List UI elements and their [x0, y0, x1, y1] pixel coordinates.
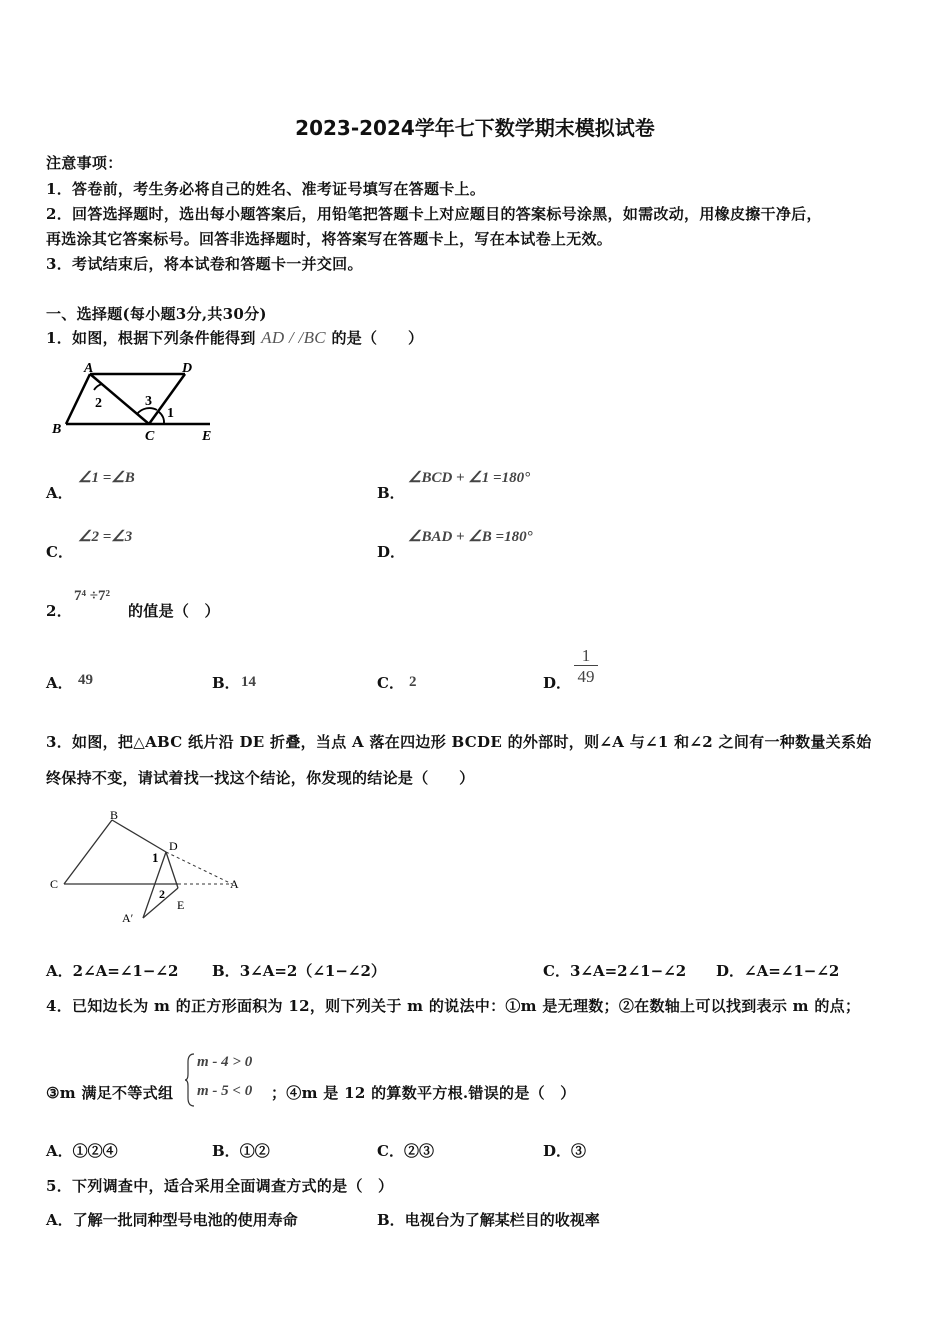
q3-angle-1: 1 [152, 850, 159, 865]
page-title: 2023-2024学年七下数学期末模拟试卷 [295, 116, 655, 140]
q3-option-d: D．∠A=∠1−∠2 [716, 962, 840, 980]
q1-option-c: ∠2 =∠3 [78, 529, 133, 545]
q4-inequality-1: m - 4 > 0 [197, 1054, 253, 1070]
q1-label-e: E [202, 429, 212, 444]
fraction-numerator: 1 [581, 646, 591, 665]
q2-option-c: 2 [409, 674, 417, 690]
q1-label-b: B [52, 422, 62, 437]
q4-option-a: A．①②④ [46, 1142, 118, 1160]
q2-number: 2． [46, 602, 73, 620]
q4-part-b: ；④m 是 12 的算数平方根.错误的是（ ） [271, 1084, 576, 1102]
q2-option-d-fraction [574, 646, 598, 687]
q1-option-b-label: B． [377, 484, 405, 502]
q3-option-b: B．3∠A=2（∠1−∠2） [212, 962, 386, 980]
q3-line-1: 3．如图，把△ABC 纸片沿 DE 折叠，当点 A 落在四边形 BCDE 的外部时，则∠A 与∠1 和∠2 之间有一种数量关系始 [46, 733, 872, 751]
q1-angle-3: 3 [145, 394, 152, 409]
q1-label-a: A [84, 361, 94, 376]
q3-label-b: B [110, 808, 119, 822]
brace-icon [184, 1052, 196, 1108]
note-item: 2．回答选择题时，选出每小题答案后，用铅笔把答题卡上对应题目的答案标号涂黑，如需改动，用橡皮擦干净后， [46, 205, 822, 223]
q4-option-c: C．②③ [377, 1142, 434, 1160]
q4-option-b: B．①② [212, 1142, 270, 1160]
note-item: 再选涂其它答案标号。回答非选择题时，将答案写在答题卡上，写在本试卷上无效。 [46, 230, 613, 248]
q3-option-c: C．3∠A=2∠1−∠2 [543, 962, 687, 980]
fraction-denominator: 49 [577, 667, 595, 686]
q3-label-a-prime: A′ [122, 911, 134, 925]
q3-line-2: 终保持不变，请试着找一找这个结论，你发现的结论是（ ） [46, 769, 475, 787]
q5-option-a: A．了解一批同种型号电池的使用寿命 [46, 1211, 298, 1229]
q1-option-b: ∠BCD + ∠1 =180° [408, 470, 531, 486]
q1-angle-1: 1 [167, 406, 174, 421]
q2-math: 7⁴ ÷7² [74, 588, 110, 604]
q3-label-c: C [50, 877, 59, 891]
question-1-stem [46, 327, 423, 348]
q1-stem-a: 1．如图，根据下列条件能得到 [46, 329, 256, 347]
q4-part-a: ③m 满足不等式组 [46, 1084, 174, 1102]
q1-option-c-label: C． [46, 543, 73, 561]
q2-option-d-label: D． [543, 674, 572, 692]
q1-stem-b: 的是（ ） [331, 329, 424, 347]
note-item: 3．考试结束后，将本试卷和答题卡一并交回。 [46, 255, 363, 273]
q3-angle-2: 2 [159, 887, 165, 901]
q1-figure [48, 358, 223, 448]
q4-inequality-2: m - 5 < 0 [197, 1083, 253, 1099]
q4-option-d: D．③ [543, 1142, 587, 1160]
q4-line-1: 4．已知边长为 m 的正方形面积为 12，则下列关于 m 的说法中：①m 是无理数；②在数轴上可以找到表示 m 的点； [46, 997, 861, 1015]
q5-stem: 5．下列调查中，适合采用全面调查方式的是（ ） [46, 1177, 394, 1195]
q5-option-b: B．电视台为了解某栏目的收视率 [377, 1211, 600, 1229]
note-item: 1．答卷前，考生务必将自己的姓名、准考证号填写在答题卡上。 [46, 180, 486, 198]
q2-stem: 的值是（ ） [128, 602, 220, 620]
q1-angle-2: 2 [95, 396, 102, 411]
q2-option-b: 14 [241, 674, 256, 690]
q3-label-d: D [169, 839, 178, 853]
q2-option-a-label: A． [46, 674, 73, 692]
q1-option-d: ∠BAD + ∠B =180° [408, 529, 533, 545]
q1-option-a: ∠1 =∠B [78, 470, 135, 486]
q2-option-b-label: B． [212, 674, 240, 692]
q3-option-a: A．2∠A=∠1−∠2 [46, 962, 179, 980]
q1-label-d: D [182, 361, 193, 376]
q3-label-e: E [177, 898, 185, 912]
q1-math: AD / /BC [261, 328, 326, 347]
q1-option-a-label: A． [46, 484, 73, 502]
q2-option-a: 49 [78, 672, 93, 688]
q1-option-d-label: D． [377, 543, 406, 561]
q3-label-a: A [230, 877, 239, 891]
q2-option-c-label: C． [377, 674, 404, 692]
section-heading: 一、选择题(每小题3分,共30分) [46, 305, 267, 323]
q3-figure [46, 806, 246, 930]
q1-label-c: C [145, 429, 155, 444]
notes-heading: 注意事项： [46, 154, 123, 172]
